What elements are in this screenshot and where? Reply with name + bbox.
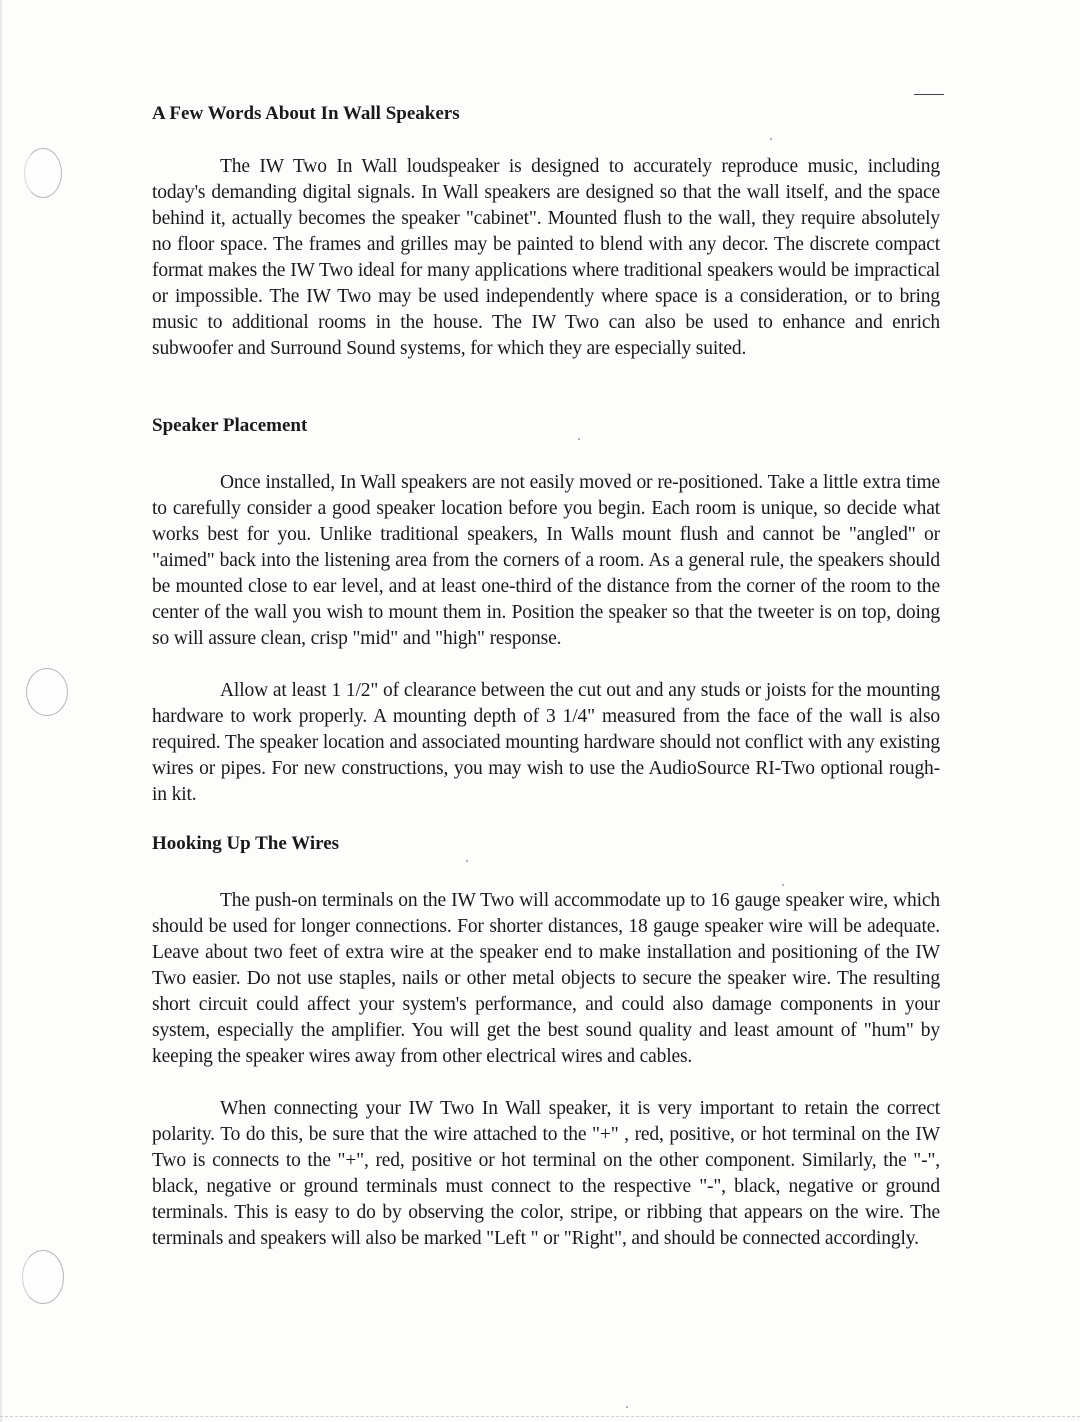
section-heading: A Few Words About In Wall Speakers	[152, 103, 460, 124]
scan-speck	[782, 884, 784, 886]
section-speaker-placement	[152, 408, 940, 805]
section-in-wall-speakers	[152, 96, 940, 359]
scan-speck	[770, 138, 772, 140]
scan-edge-bottom	[0, 1416, 1080, 1417]
section-heading: Hooking Up The Wires	[152, 833, 340, 854]
body-paragraph: The IW Two In Wall loudspeaker is designed to accurately reproduce music, including today's demanding digital signals. In Wall speakers are designed so that the wall itself, and the space behind it, actually becomes the speaker "cabinet". Mounted flush to the wall, they require absolutely no floor space. The frames and grilles may be painted to blend with any decor. The discrete compact format makes the IW Two ideal for many applications where traditional speakers would be impractical or impossible. The IW Two may be used independently where space is a consideration, or to bring music to additional rooms in the house. The IW Two can also be used to enhance and enrich subwoofer and Surround Sound systems, for which they are especially suited.	[152, 156, 940, 359]
scan-mark	[914, 94, 944, 95]
binder-hole-middle	[26, 668, 68, 716]
body-paragraph: Allow at least 1 1/2" of clearance between the cut out and any studs or joists for the mounting hardware to work properly. A mounting depth of 3 1/4" measured from the face of the wall is also required. The speaker location and associated mounting hardware should not conflict with any existing wires or pipes. For new constructions, you may wish to use the AudioSource RI-Two optional rough-in kit.	[152, 680, 940, 805]
binder-hole-bottom	[22, 1250, 64, 1304]
binder-hole-top	[24, 148, 62, 198]
scan-edge-left	[0, 0, 2, 1422]
body-paragraph: The push-on terminals on the IW Two will accommodate up to 16 gauge speaker wire, which should be used for longer connections. For shorter distances, 18 gauge speaker wire will be adequate. Leave about two feet of extra wire at the speaker end to make installation and positioning of the IW Two easier. Do not use staples, nails or other metal objects to secure the speaker wire. The resulting short circuit could affect your system's performance, and could also damage components in your system, especially the amplifier. You will get the best sound quality and least amount of "hum" by keeping the speaker wires away from other electrical wires and cables.	[152, 890, 940, 1067]
section-hooking-up-wires	[152, 826, 940, 1249]
body-paragraph: When connecting your IW Two In Wall speaker, it is very important to retain the correct polarity. To do this, be sure that the wire attached to the "+" , red, positive, or hot terminal on the IW Two is connects to the "+", red, positive or hot terminal on the other component. Similarly, the "-", black, negative or ground terminals must connect to the respective "-", black, negative or ground terminals. This is easy to do by observing the color, stripe, or ribbing that appears on the wire. The terminals and speakers will also be marked "Left " or "Right", and should be connected accordingly.	[152, 1098, 940, 1249]
section-heading: Speaker Placement	[152, 415, 308, 436]
scan-speck	[626, 1406, 628, 1408]
body-paragraph: Once installed, In Wall speakers are not easily moved or re-positioned. Take a little extra time to carefully consider a good speaker location before you begin. Each room is unique, so decide what works best for you. Unlike traditional speakers, In Walls mount flush and cannot be "angled" or "aimed" back into the listening area from the corners of a room. As a general rule, the speakers should be mounted close to ear level, and at least one-third of the distance from the corner of the room to the center of the wall you wish to mount them in. Position the speaker so that the tweeter is on top, doing so will assure clean, crisp "mid" and "high" response.	[152, 472, 940, 649]
